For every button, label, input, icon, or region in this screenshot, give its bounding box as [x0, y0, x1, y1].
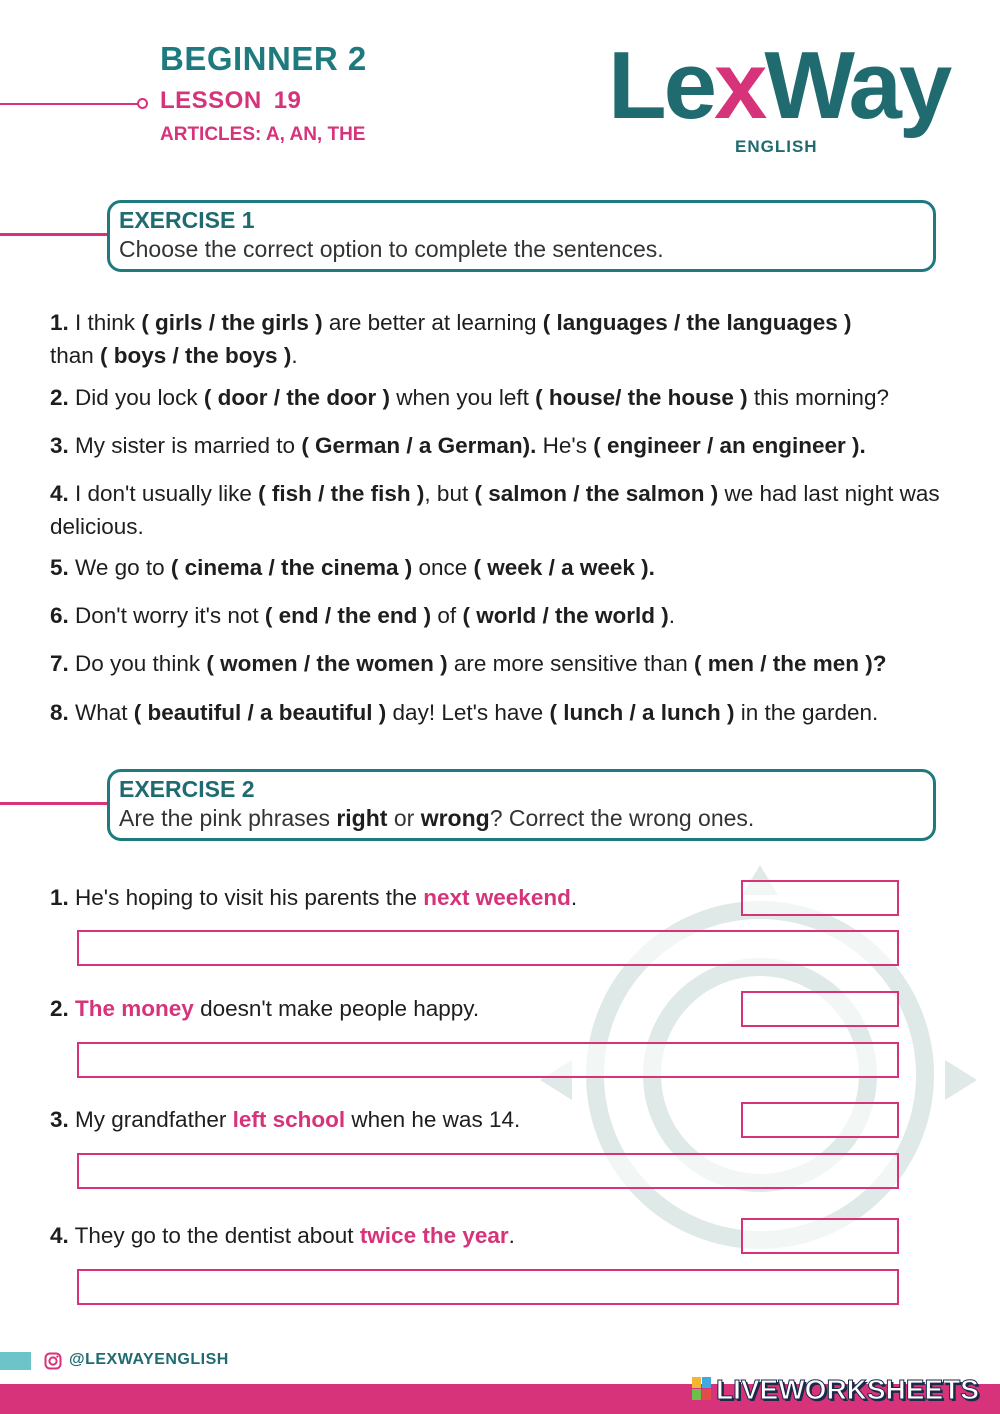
ex2-sentence-4: 4. They go to the dentist about twice the year. [50, 1223, 515, 1248]
ex1-question-7: 7. Do you think ( women / the women ) are more sensitive than ( men / the men )? [50, 651, 887, 676]
ex2-answer-1-right-wrong-input[interactable] [741, 880, 899, 916]
choice[interactable]: ( fish / the fish ) [258, 481, 425, 506]
header-decor-line [0, 103, 138, 105]
exercise2-header [107, 769, 936, 841]
lexway-logo [608, 32, 960, 160]
exercise1-instruction: Choose the correct option to complete the sentences. [119, 236, 664, 262]
ex2-answer-4-right-wrong-input[interactable] [741, 1218, 899, 1254]
ex1-question-2: 2. Did you lock ( door / the door ) when you left ( house/ the house ) this morning? [50, 385, 889, 410]
ex2-answer-3-right-wrong-input[interactable] [741, 1102, 899, 1138]
choice[interactable]: ( week / a week ). [473, 555, 655, 580]
choice[interactable]: ( men / the men )? [693, 651, 887, 676]
exercise1-decor-line [0, 233, 108, 236]
choice[interactable]: ( end / the end ) [264, 603, 432, 628]
lesson-title [160, 87, 301, 115]
lesson-topic: ARTICLES: A, AN, THE [160, 124, 366, 145]
lesson-label: LESSON [160, 87, 262, 114]
choice[interactable]: ( German / a German). [301, 433, 537, 458]
logo-subtitle: ENGLISH [735, 137, 818, 156]
choice[interactable]: ( cinema / the cinema ) [170, 555, 413, 580]
logo-wordmark: LexWay [608, 32, 950, 139]
choice[interactable]: ( world / the world ) [462, 603, 669, 628]
exercise1-header [107, 200, 936, 272]
exercise2-decor-line [0, 802, 108, 805]
choice[interactable]: ( engineer / an engineer ). [593, 433, 866, 458]
choice[interactable]: ( lunch / a lunch ) [549, 700, 735, 725]
liveworksheets-badge-icon [692, 1377, 712, 1401]
ex2-answer-3-correction-input[interactable] [77, 1153, 899, 1189]
exercise1-title: EXERCISE 1 [119, 207, 255, 233]
instagram-icon [44, 1352, 62, 1370]
choice[interactable]: ( house/ the house ) [535, 385, 748, 410]
ex2-sentence-1: 1. He's hoping to visit his parents the next weekend. [50, 885, 578, 910]
ex2-answer-2-right-wrong-input[interactable] [741, 991, 899, 1027]
header-decor-dot [137, 98, 148, 109]
social-handle: @LEXWAYENGLISH [69, 1351, 229, 1368]
ex2-sentence-3: 3. My grandfather left school when he was 14. [50, 1107, 521, 1132]
choice[interactable]: ( salmon / the salmon ) [474, 481, 719, 506]
ex1-question-3: 3. My sister is married to ( German / a German). He's ( engineer / an engineer ). [50, 433, 866, 458]
ex1-question-1: 1. I think ( girls / the girls ) are better at learning ( languages / the languages ) than ( boys / the boys ). [50, 310, 852, 368]
choice[interactable]: ( beautiful / a beautiful ) [133, 700, 387, 725]
choice[interactable]: ( girls / the girls ) [141, 310, 323, 335]
ex1-question-8: 8. What ( beautiful / a beautiful ) day! Let's have ( lunch / a lunch ) in the garden. [50, 700, 879, 725]
choice[interactable]: ( languages / the languages ) [542, 310, 852, 335]
ex2-sentence-2: 2. The money doesn't make people happy. [50, 996, 480, 1021]
liveworksheets-logo: LIVEWORKSHEETS [716, 1374, 979, 1405]
choice[interactable]: ( women / the women ) [206, 651, 448, 676]
choice[interactable]: ( boys / the boys ) [100, 343, 292, 368]
exercise2-instruction: Are the pink phrases right or wrong? Correct the wrong ones. [119, 805, 755, 831]
ex2-answer-2-correction-input[interactable] [77, 1042, 899, 1078]
ex2-answer-4-correction-input[interactable] [77, 1269, 899, 1305]
level-title: BEGINNER 2 [160, 40, 367, 77]
lesson-number: 19 [273, 87, 302, 114]
choice[interactable]: ( door / the door ) [203, 385, 391, 410]
ex1-question-5: 5. We go to ( cinema / the cinema ) once ( week / a week ). [50, 555, 655, 580]
exercise2-title: EXERCISE 2 [119, 776, 255, 802]
ex1-question-6: 6. Don't worry it's not ( end / the end ) of ( world / the world ). [50, 603, 675, 628]
ex2-answer-1-correction-input[interactable] [77, 930, 899, 966]
ex1-question-4: 4. I don't usually like ( fish / the fish ), but ( salmon / the salmon ) we had last night was delicious. [50, 481, 940, 539]
footer-teal-bar [0, 1352, 31, 1370]
